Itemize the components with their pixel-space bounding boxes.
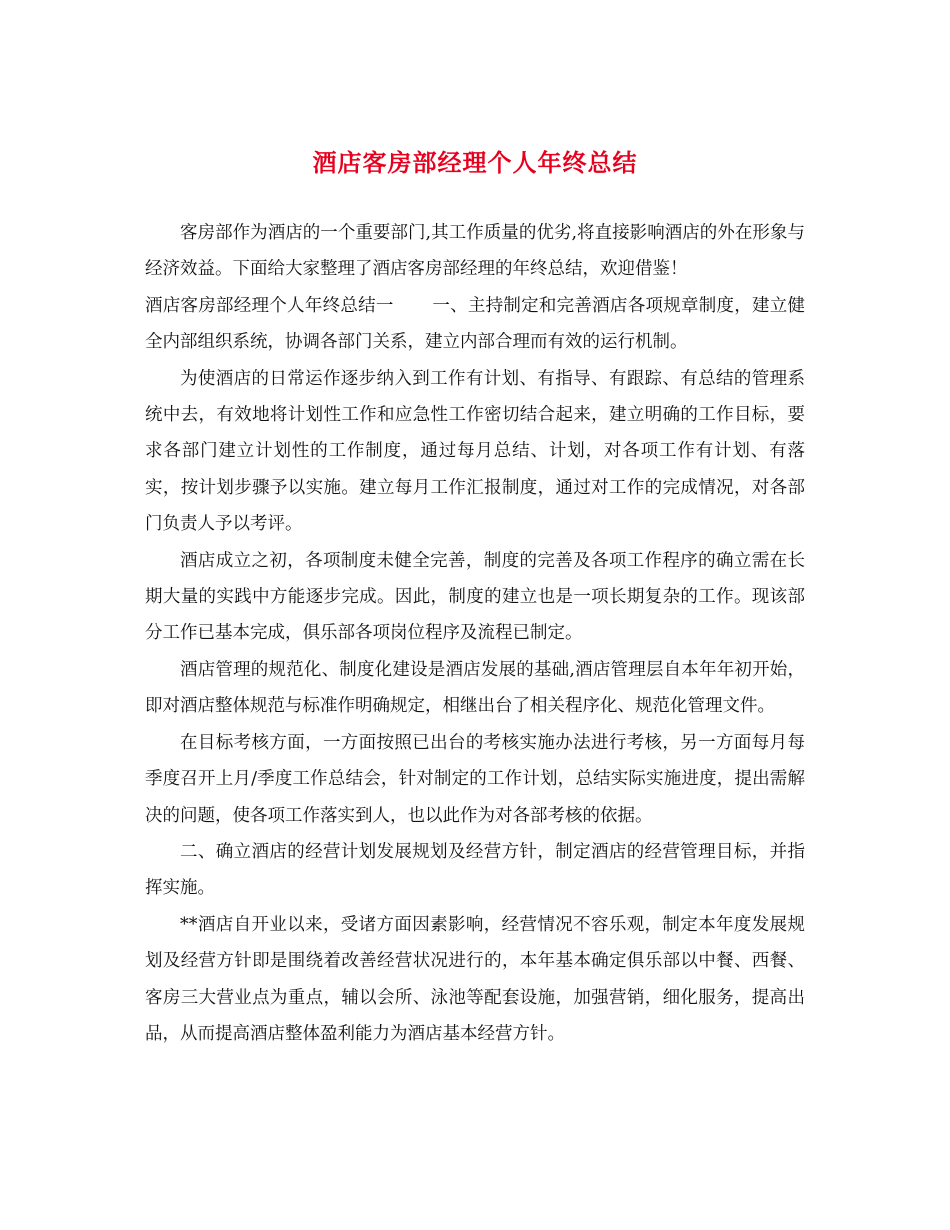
intro-paragraph: 客房部作为酒店的一个重要部门,其工作质量的优劣,将直接影响酒店的外在形象与经济效益。下面给大家整理了酒店客房部经理的年终总结，欢迎借鉴！ bbox=[145, 223, 805, 280]
document-body bbox=[145, 215, 805, 1052]
section-heading: 酒店客房部经理个人年终总结一 bbox=[145, 295, 394, 316]
document-title: 酒店客房部经理个人年终总结 bbox=[312, 148, 638, 177]
body-paragraph: 在目标考核方面，一方面按照已出台的考核实施办法进行考核，另一方面每月每季度召开上月/季度工作总结会，针对制定的工作计划，总结实际实施进度，提出需解决的问题，使各项工作落实到人，也以此作为对各部考核的依据。 bbox=[145, 732, 805, 826]
section-one-paragraph bbox=[145, 288, 805, 361]
section-first-item: 一、主持制定和完善酒店各项规章制度，建立健全内部组织系统，协调各部门关系，建立内部合理而有效的运行机制。 bbox=[145, 295, 806, 353]
body-paragraph: 酒店管理的规范化、制度化建设是酒店发展的基础,酒店管理层自本年年初开始，即对酒店整体规范与标准作明确规定，相继出台了相关程序化、规范化管理文件。 bbox=[145, 659, 805, 717]
body-paragraph: 为使酒店的日常运作逐步纳入到工作有计划、有指导、有跟踪、有总结的管理系统中去，有效地将计划性工作和应急性工作密切结合起来，建立明确的工作目标，要求各部门建立计划性的工作制度，通过每月总结、计划，对各项工作有计划、有落实，按计划步骤予以实施。建立每月工作汇报制度，通过对工作的完成情况，对各部门负责人予以考评。 bbox=[145, 368, 805, 535]
section-two-heading: 二、确立酒店的经营计划发展规划及经营方针，制定酒店的经营管理目标，并指挥实施。 bbox=[145, 841, 805, 899]
body-paragraph: 酒店成立之初，各项制度未健全完善，制度的完善及各项工作程序的确立需在长期大量的实践中方能逐步完成。因此，制度的建立也是一项长期复杂的工作。现该部分工作已基本完成，俱乐部各项岗位程序及流程已制定。 bbox=[145, 550, 805, 644]
body-paragraph: **酒店自开业以来，受诸方面因素影响，经营情况不容乐观，制定本年度发展规划及经营方针即是围绕着改善经营状况进行的，本年基本确定俱乐部以中餐、西餐、客房三大营业点为重点，辅以会所、泳池等配套设施，加强营销，细化服务，提高出品，从而提高酒店整体盈利能力为酒店基本经营方针。 bbox=[145, 914, 805, 1044]
